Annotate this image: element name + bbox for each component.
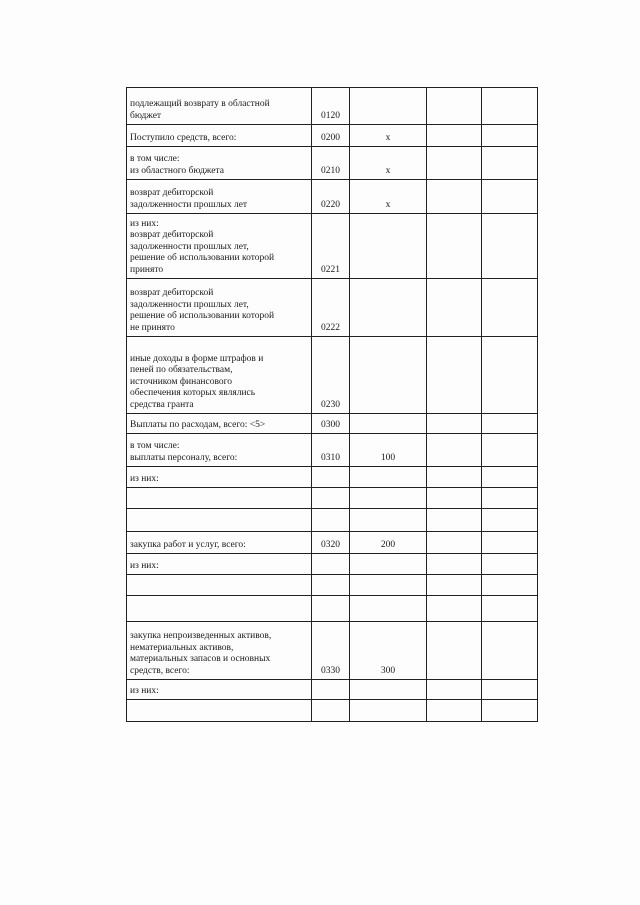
table-row	[127, 575, 538, 596]
table-row	[127, 532, 538, 554]
row-label-line: подлежащий возврату в областной	[130, 99, 270, 109]
value-cell	[427, 337, 482, 414]
value-cell	[427, 554, 482, 575]
row-label-cell	[127, 147, 312, 180]
row-code-cell: 0330	[312, 622, 350, 680]
row-code-cell	[312, 467, 350, 488]
row-label-cell	[127, 279, 312, 337]
value-cell	[482, 88, 538, 125]
kosgu-code-cell	[350, 700, 427, 722]
value-cell	[482, 180, 538, 214]
value-cell	[482, 467, 538, 488]
value-cell	[427, 509, 482, 532]
report-table-body	[127, 88, 538, 722]
table-row	[127, 596, 538, 622]
value-cell	[427, 622, 482, 680]
table-row	[127, 509, 538, 532]
kosgu-code-cell	[350, 88, 427, 125]
kosgu-code-cell	[350, 509, 427, 532]
value-cell	[482, 532, 538, 554]
value-cell	[427, 434, 482, 467]
kosgu-code-cell	[350, 467, 427, 488]
row-code-cell	[312, 509, 350, 532]
row-code-cell	[312, 554, 350, 575]
row-label-cell	[127, 467, 312, 488]
kosgu-code-cell	[350, 554, 427, 575]
row-code-cell	[312, 596, 350, 622]
kosgu-code-cell	[350, 596, 427, 622]
row-label-line: закупка непроизведенных активов,	[130, 631, 272, 641]
table-row	[127, 214, 538, 279]
table-row	[127, 467, 538, 488]
value-cell	[482, 554, 538, 575]
value-cell	[427, 680, 482, 700]
row-code-cell: 0310	[312, 434, 350, 467]
row-label-cell	[127, 680, 312, 700]
table-row	[127, 434, 538, 467]
value-cell	[482, 488, 538, 509]
value-cell	[427, 467, 482, 488]
value-cell	[427, 147, 482, 180]
table-row	[127, 680, 538, 700]
row-code-cell: 0300	[312, 414, 350, 434]
value-cell	[482, 575, 538, 596]
row-label-cell	[127, 488, 312, 509]
value-cell	[427, 596, 482, 622]
row-label-cell	[127, 575, 312, 596]
table-row	[127, 414, 538, 434]
row-label-line: из областного бюджета	[130, 165, 224, 176]
row-label-cell	[127, 554, 312, 575]
row-label-line: выплаты персоналу, всего:	[130, 452, 238, 463]
value-cell	[482, 279, 538, 337]
kosgu-code-cell	[350, 488, 427, 509]
row-code-cell: 0220	[312, 180, 350, 214]
row-label-line: не принято	[130, 322, 175, 333]
kosgu-code-cell: x	[350, 147, 427, 180]
kosgu-code-cell	[350, 279, 427, 337]
row-code-cell: 0221	[312, 214, 350, 279]
row-label-line: задолженности прошлых лет	[130, 199, 248, 210]
kosgu-code-cell: x	[350, 125, 427, 147]
table-row	[127, 279, 538, 337]
row-label-line: решение об использовании которой	[130, 253, 275, 263]
row-code-cell	[312, 680, 350, 700]
value-cell	[482, 214, 538, 279]
row-code-cell	[312, 575, 350, 596]
value-cell	[482, 509, 538, 532]
table-row	[127, 488, 538, 509]
row-label-line: решение об использовании которой	[130, 311, 275, 321]
value-cell	[482, 147, 538, 180]
table-row	[127, 554, 538, 575]
value-cell	[482, 700, 538, 722]
row-label-cell	[127, 414, 312, 434]
table-row	[127, 700, 538, 722]
kosgu-code-cell	[350, 214, 427, 279]
row-label-line: из них:	[130, 560, 159, 571]
kosgu-code-cell	[350, 414, 427, 434]
row-label-line: источником финансового	[130, 376, 233, 387]
row-code-cell: 0222	[312, 279, 350, 337]
value-cell	[427, 180, 482, 214]
value-cell	[427, 532, 482, 554]
row-code-cell: 0120	[312, 88, 350, 125]
table-row	[127, 337, 538, 414]
row-label-line: пеней по обязательствам,	[130, 365, 233, 375]
row-code-cell: 0230	[312, 337, 350, 414]
kosgu-code-cell	[350, 575, 427, 596]
row-label-line: материальных запасов и основных	[130, 654, 271, 664]
value-cell	[482, 125, 538, 147]
table-row	[127, 180, 538, 214]
row-label-cell	[127, 214, 312, 279]
value-cell	[427, 214, 482, 279]
value-cell	[427, 88, 482, 125]
row-label-line: возврат дебиторской	[130, 288, 214, 298]
row-label-line: средств, всего:	[130, 665, 190, 676]
kosgu-code-cell	[350, 680, 427, 700]
value-cell	[482, 680, 538, 700]
kosgu-code-cell: 100	[350, 434, 427, 467]
value-cell	[482, 596, 538, 622]
kosgu-code-cell: 200	[350, 532, 427, 554]
kosgu-code-cell: x	[350, 180, 427, 214]
row-label-line: в том числе:	[130, 441, 180, 451]
value-cell	[482, 434, 538, 467]
row-code-cell: 0210	[312, 147, 350, 180]
value-cell	[427, 414, 482, 434]
value-cell	[427, 125, 482, 147]
table-row	[127, 88, 538, 125]
table-row	[127, 125, 538, 147]
row-label-line: возврат дебиторской	[130, 188, 214, 198]
row-label-cell	[127, 125, 312, 147]
row-label-line: закупка работ и услуг, всего:	[130, 539, 246, 550]
row-label-line: задолженности прошлых лет,	[130, 241, 249, 252]
value-cell	[482, 622, 538, 680]
row-label-line: задолженности прошлых лет,	[130, 299, 249, 310]
row-label-line: нематериальных активов,	[130, 642, 234, 653]
row-label-line: из них:	[130, 218, 159, 229]
value-cell	[427, 700, 482, 722]
table-row	[127, 622, 538, 680]
value-cell	[427, 575, 482, 596]
row-label-line: возврат дебиторской	[130, 230, 214, 240]
row-label-line: Выплаты по расходам, всего: <5>	[130, 419, 266, 430]
row-label-line: иные доходы в форме штрафов и	[130, 353, 264, 364]
row-label-line: принято	[130, 264, 164, 275]
report-table	[126, 87, 538, 722]
table-row	[127, 147, 538, 180]
value-cell	[427, 488, 482, 509]
row-label-line: из них:	[130, 473, 159, 484]
row-label-line: обеспечения которых являлись	[130, 388, 256, 398]
row-label-cell	[127, 434, 312, 467]
row-code-cell: 0200	[312, 125, 350, 147]
row-label-cell	[127, 509, 312, 532]
row-label-cell	[127, 88, 312, 125]
row-label-line: бюджет	[130, 110, 162, 121]
row-label-cell	[127, 337, 312, 414]
row-label-cell	[127, 532, 312, 554]
row-label-line: Поступило средств, всего:	[130, 132, 237, 143]
value-cell	[482, 414, 538, 434]
value-cell	[482, 337, 538, 414]
row-label-line: средства гранта	[130, 399, 194, 410]
row-label-line: в том числе:	[130, 154, 180, 164]
value-cell	[427, 279, 482, 337]
row-code-cell: 0320	[312, 532, 350, 554]
kosgu-code-cell	[350, 337, 427, 414]
kosgu-code-cell: 300	[350, 622, 427, 680]
row-code-cell	[312, 488, 350, 509]
row-label-cell	[127, 622, 312, 680]
row-label-cell	[127, 596, 312, 622]
row-label-cell	[127, 180, 312, 214]
row-label-cell	[127, 700, 312, 722]
row-code-cell	[312, 700, 350, 722]
row-label-line: из них:	[130, 685, 159, 696]
